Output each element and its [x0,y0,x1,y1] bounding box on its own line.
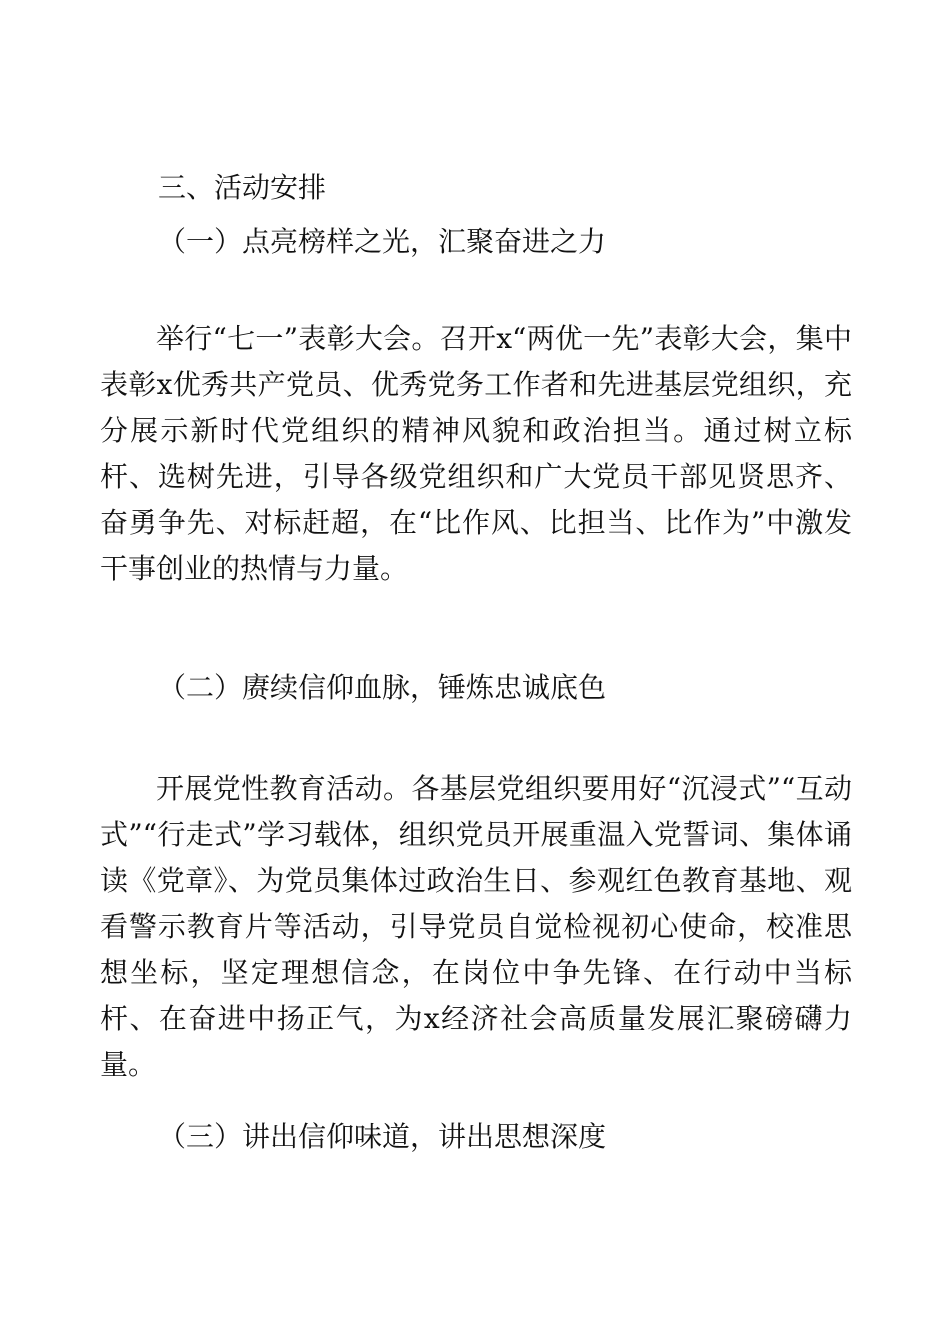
subsection-heading-1: （一）点亮榜样之光，汇聚奋进之力 [158,225,607,258]
paragraph-2: 开展党性教育活动。各基层党组织要用好“沉浸式”“互动式”“行走式”学习载体，组织党员开展重温入党誓词、集体诵读《党章》、为党员集体过政治生日、参观红色教育基地、观看警示教育片等活动，引导党员自觉检视初心使命，校准思想坐标，坚定理想信念，在岗位中争先锋、在行动中当标杆、在奋进中扬正气，为x经济社会高质量发展汇聚磅礴力量。 [100,772,852,1081]
subsection-heading-3: （三）讲出信仰味道，讲出思想深度 [158,1120,607,1153]
paragraph-1: 举行“七一”表彰大会。召开x“两优一先”表彰大会，集中表彰x优秀共产党员、优秀党务工作者和先进基层党组织，充分展示新时代党组织的精神风貌和政治担当。通过树立标杆、选树先进，引导各级党组织和广大党员干部见贤思齐、奋勇争先、对标赶超，在“比作风、比担当、比作为”中激发干事创业的热情与力量。 [100,322,852,585]
subsection-heading-2: （二）赓续信仰血脉，锤炼忠诚底色 [158,671,607,704]
section-heading: 三、活动安排 [158,171,327,204]
